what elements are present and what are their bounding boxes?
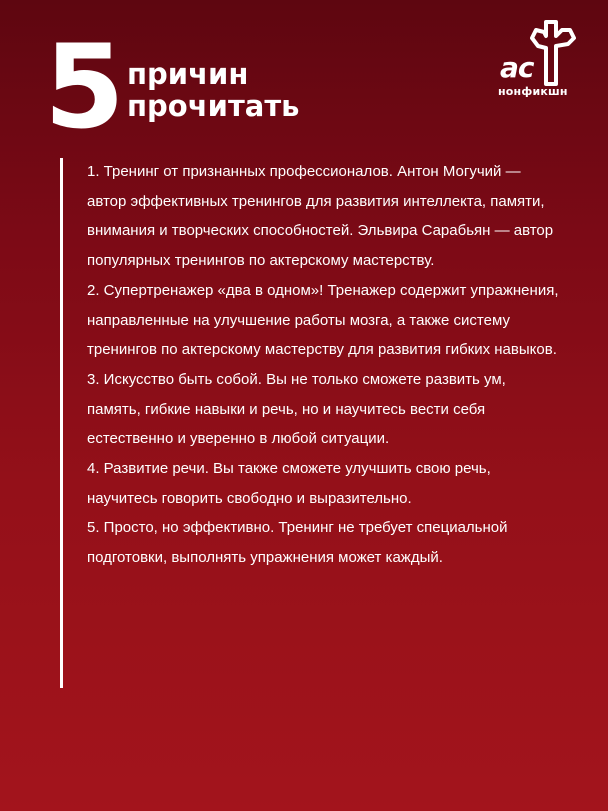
reason-2: 2. Супертренажер «два в одном»! Тренажер содержит упражнения, направленные на улучшение работы мозга, а также систему тренингов по актерскому мастерству для развития гибких навыков. bbox=[87, 281, 559, 359]
logo-figure-icon bbox=[530, 20, 578, 86]
logo-mark: ас bbox=[500, 51, 534, 84]
vertical-divider bbox=[60, 158, 63, 688]
reason-4: 4. Развитие речи. Вы также сможете улучшить свою речь, научитесь говорить свободно и выразительно. bbox=[87, 460, 491, 507]
page-title bbox=[127, 58, 299, 122]
publisher-logo bbox=[496, 20, 586, 110]
reasons-list bbox=[87, 157, 562, 573]
reason-1: 1. Тренинг от признанных профессионалов. Антон Могучий — автор эффективных тренингов для развития интеллекта, памяти, внимания и творческих способностей. Эльвира Сарабьян — автор популярных тренингов по актерскому мастерству. bbox=[87, 163, 554, 270]
title-line-1: причин bbox=[127, 57, 249, 91]
reason-3: 3. Искусство быть собой. Вы не только сможете развить ум, память, гибкие навыки и речь, но и научитесь вести себя естественно и уверенно в любой ситуации. bbox=[87, 370, 506, 448]
title-line-2: прочитать bbox=[127, 89, 300, 123]
logo-wordmark: нонфикшн bbox=[498, 85, 568, 98]
reason-5: 5. Просто, но эффективно. Тренинг не требует специальной подготовки, выполнять упражнения может каждый. bbox=[87, 519, 508, 567]
big-number-five: 5 bbox=[44, 20, 123, 155]
